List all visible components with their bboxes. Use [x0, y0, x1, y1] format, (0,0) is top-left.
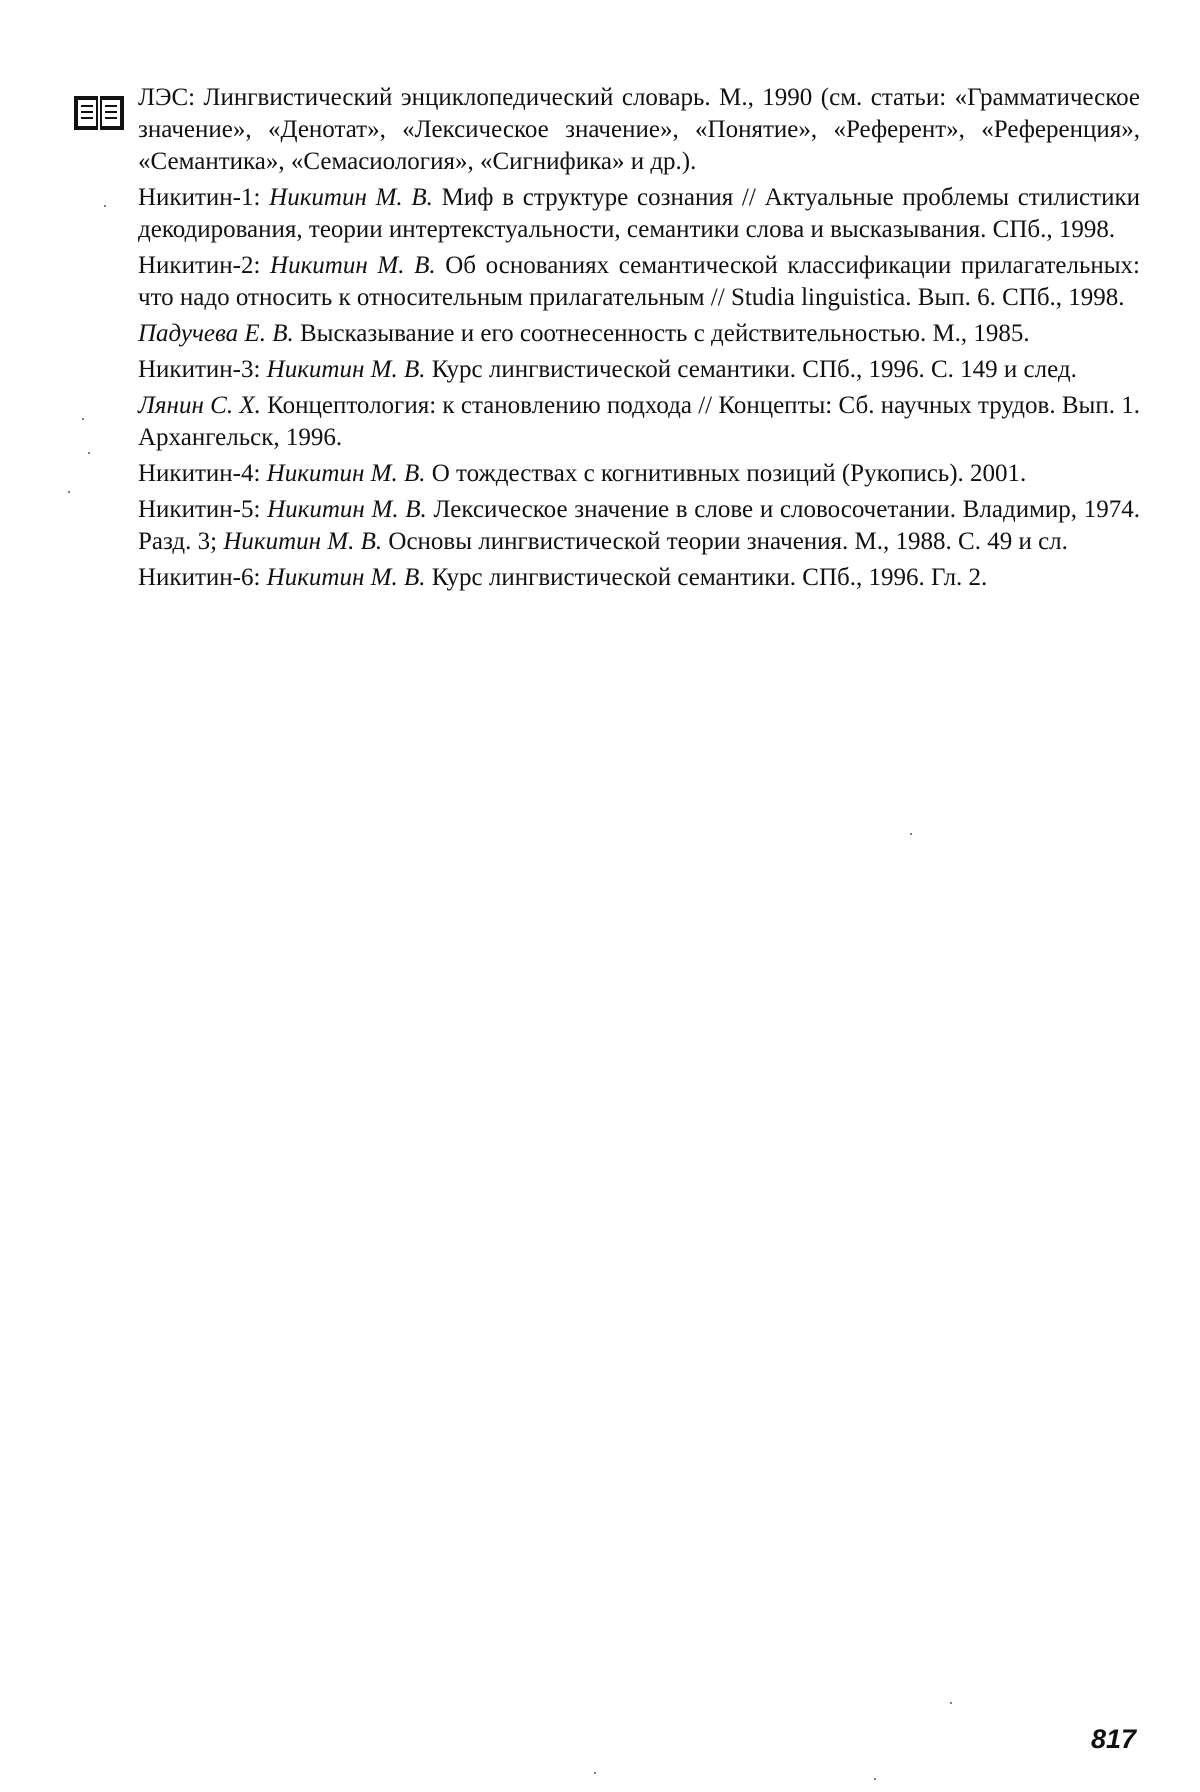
scan-speck [88, 452, 90, 454]
scan-speck [68, 491, 70, 493]
scan-speck [874, 1778, 876, 1780]
entry-text: Об основаниях семантической классификации прилагательных: что надо относить к относительным прилагательным // Studia linguistica. Вып. 6. СПб., 1998. [138, 252, 1140, 311]
entry-text: Концептология: к становлению подхода // Концепты: Сб. научных трудов. Вып. 1. Архангельск, 1996. [138, 392, 1140, 451]
open-book-icon [72, 92, 126, 132]
entry-author: Никитин М. В. [266, 356, 426, 383]
entry-text: Курс лингвистической семантики. СПб., 1996. Гл. 2. [425, 564, 988, 591]
entry-text: Курс лингвистической семантики. СПб., 1996. С. 149 и след. [425, 356, 1077, 383]
entry-author: Никитин М. В. [270, 252, 436, 279]
page-number: 817 [1090, 1724, 1136, 1754]
entry-prefix: Никитин-4: [138, 460, 267, 487]
entry-author: Лянин С. Х. [138, 392, 261, 419]
bibliography-list [138, 82, 1140, 598]
bibliography-entry [138, 562, 1140, 594]
entry-author: Никитин М. В. [266, 564, 426, 591]
scan-speck [104, 205, 106, 207]
bibliography-entry [138, 390, 1140, 454]
bibliography-entry [138, 494, 1140, 558]
entry-prefix: Никитин-6: [138, 564, 267, 591]
entry-author: Падучева Е. В. [138, 320, 294, 347]
entry-text: Основы лингвистической теории значения. М., 1988. С. 49 и сл. [382, 528, 1068, 555]
entry-text: О тождествах с когнитивных позиций (Рукопись). 2001. [425, 460, 1027, 487]
entry-text: Высказывание и его соотнесенность с действительностью. М., 1985. [293, 320, 1030, 347]
bibliography-entry [138, 250, 1140, 314]
scan-speck [950, 1702, 952, 1704]
bibliography-entry [138, 458, 1140, 490]
bibliography-entry [138, 82, 1140, 178]
entry-author: Никитин М. В. [223, 528, 383, 555]
scan-speck [594, 1772, 596, 1774]
entry-author: Никитин М. В. [267, 496, 427, 523]
entry-prefix: Никитин-3: [138, 356, 267, 383]
bibliography-entry [138, 354, 1140, 386]
scan-speck [910, 833, 912, 835]
bibliography-entry [138, 182, 1140, 246]
entry-prefix: Никитин-1: [138, 184, 270, 211]
entry-text: Миф в структуре сознания // Актуальные проблемы стилистики декодирования, теории интертекстуальности, семантики слова и высказывания. СПб., 1998. [138, 184, 1140, 243]
scan-speck [82, 418, 84, 420]
bibliography-entry [138, 318, 1140, 350]
entry-author: Никитин М. В. [269, 184, 433, 211]
entry-text: Лексическое значение в слове и словосочетании. Владимир, 1974. Разд. 3; [138, 496, 1140, 555]
entry-prefix: Никитин-5: [138, 496, 268, 523]
entry-author: Никитин М. В. [266, 460, 426, 487]
entry-prefix: Никитин-2: [138, 252, 271, 279]
entry-text: ЛЭС: Лингвистический энциклопедический словарь. М., 1990 (см. статьи: «Грамматическое значение», «Денотат», «Лексическое значение», «Понятие», «Референт», «Референция», «Семантика», «Семасиология», «Сигнифика» и др.). [138, 84, 1140, 175]
